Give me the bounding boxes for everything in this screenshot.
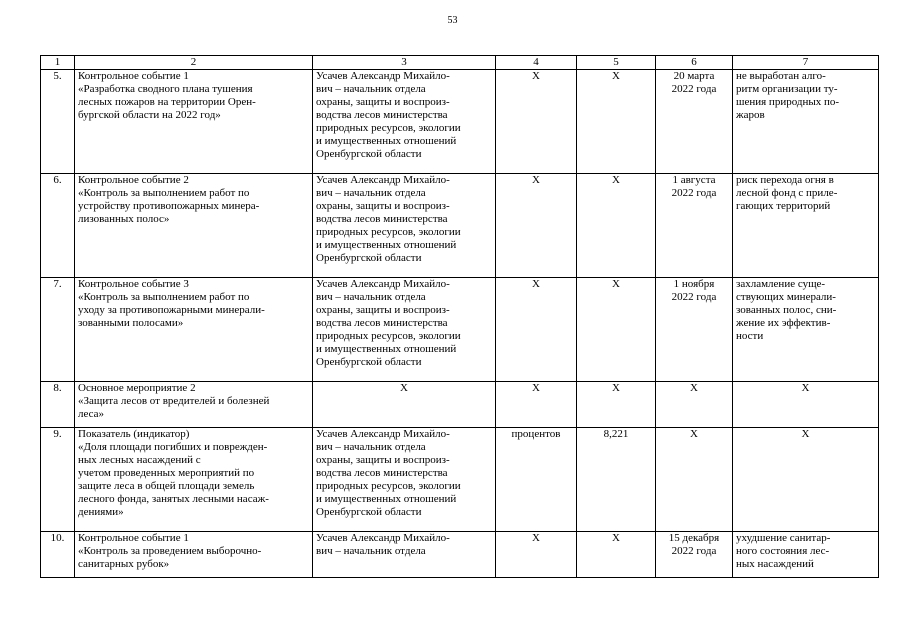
responsible-person: Усачев Александр Михайло- вич – начальник отдела охраны, защиты и воспроиз- водства лесов министерства природных ресурсов, экологии и имущественных отношений Оренбургской области bbox=[313, 428, 496, 532]
column-header: 3 bbox=[313, 56, 496, 70]
deadline-cell: 1 ноября 2022 года bbox=[656, 278, 733, 382]
deadline-cell: 15 декабря 2022 года bbox=[656, 532, 733, 578]
value-cell: 8,221 bbox=[577, 428, 656, 532]
deadline-cell: 1 августа 2022 года bbox=[656, 174, 733, 278]
risk-cell: Х bbox=[733, 428, 879, 532]
value-cell: Х bbox=[577, 382, 656, 428]
risk-cell: риск перехода огня в лесной фонд с приле- гающих территорий bbox=[733, 174, 879, 278]
value-cell: Х bbox=[577, 278, 656, 382]
unit-cell: Х bbox=[496, 278, 577, 382]
risk-cell: не выработан алго- ритм организации ту- шения природных по- жаров bbox=[733, 70, 879, 174]
activity-name: Контрольное событие 2 «Контроль за выполнением работ по устройству противопожарных минера- лизованных полос» bbox=[75, 174, 313, 278]
column-header: 6 bbox=[656, 56, 733, 70]
unit-cell: Х bbox=[496, 70, 577, 174]
row-number: 8. bbox=[41, 382, 75, 428]
responsible-person: Усачев Александр Михайло- вич – начальник отдела охраны, защиты и воспроиз- водства лесов министерства природных ресурсов, экологии и имущественных отношений Оренбургской области bbox=[313, 70, 496, 174]
value-cell: Х bbox=[577, 532, 656, 578]
column-header: 1 bbox=[41, 56, 75, 70]
row-number: 5. bbox=[41, 70, 75, 174]
activity-name: Контрольное событие 1 «Контроль за проведением выборочно- санитарных рубок» bbox=[75, 532, 313, 578]
activity-name: Основное мероприятие 2 «Защита лесов от вредителей и болезней леса» bbox=[75, 382, 313, 428]
table-row bbox=[41, 382, 879, 428]
risk-cell: захламление суще- ствующих минерали- зованных полос, сни- жение их эффектив- ности bbox=[733, 278, 879, 382]
column-header: 4 bbox=[496, 56, 577, 70]
page-number: 53 bbox=[447, 15, 458, 26]
table-row bbox=[41, 174, 879, 278]
responsible-person: Усачев Александр Михайло- вич – начальник отдела охраны, защиты и воспроиз- водства лесов министерства природных ресурсов, экологии и имущественных отношений Оренбургской области bbox=[313, 278, 496, 382]
column-header: 7 bbox=[733, 56, 879, 70]
row-number: 10. bbox=[41, 532, 75, 578]
activity-name: Контрольное событие 1 «Разработка сводного плана тушения лесных пожаров на территории Орен- бургской области на 2022 год» bbox=[75, 70, 313, 174]
unit-cell: Х bbox=[496, 174, 577, 278]
row-number: 7. bbox=[41, 278, 75, 382]
risk-cell: Х bbox=[733, 382, 879, 428]
indicator-name: Показатель (индикатор) «Доля площади погибших и поврежден- ных лесных насаждений с учетом проведенных мероприятий по защите леса в общей площади земель лесного фонда, занятых лесными насаж- дениями» bbox=[75, 428, 313, 532]
unit-cell: Х bbox=[496, 532, 577, 578]
unit-cell: Х bbox=[496, 382, 577, 428]
responsible-person: Х bbox=[313, 382, 496, 428]
table-header-row bbox=[41, 56, 879, 70]
value-cell: Х bbox=[577, 174, 656, 278]
column-header: 2 bbox=[75, 56, 313, 70]
table-row bbox=[41, 532, 879, 578]
table-row bbox=[41, 70, 879, 174]
risk-cell: ухудшение санитар- ного состояния лес- ных насаждений bbox=[733, 532, 879, 578]
table-row bbox=[41, 278, 879, 382]
responsible-person: Усачев Александр Михайло- вич – начальник отдела охраны, защиты и воспроиз- водства лесов министерства природных ресурсов, экологии и имущественных отношений Оренбургской области bbox=[313, 174, 496, 278]
row-number: 6. bbox=[41, 174, 75, 278]
value-cell: Х bbox=[577, 70, 656, 174]
deadline-cell: Х bbox=[656, 382, 733, 428]
deadline-cell: 20 марта 2022 года bbox=[656, 70, 733, 174]
table-row bbox=[41, 428, 879, 532]
unit-cell: процентов bbox=[496, 428, 577, 532]
column-header: 5 bbox=[577, 56, 656, 70]
activity-name: Контрольное событие 3 «Контроль за выполнением работ по уходу за противопожарными минерали- зованными полосами» bbox=[75, 278, 313, 382]
row-number: 9. bbox=[41, 428, 75, 532]
deadline-cell: Х bbox=[656, 428, 733, 532]
responsible-person: Усачев Александр Михайло- вич – начальник отдела bbox=[313, 532, 496, 578]
document-table bbox=[40, 55, 879, 578]
